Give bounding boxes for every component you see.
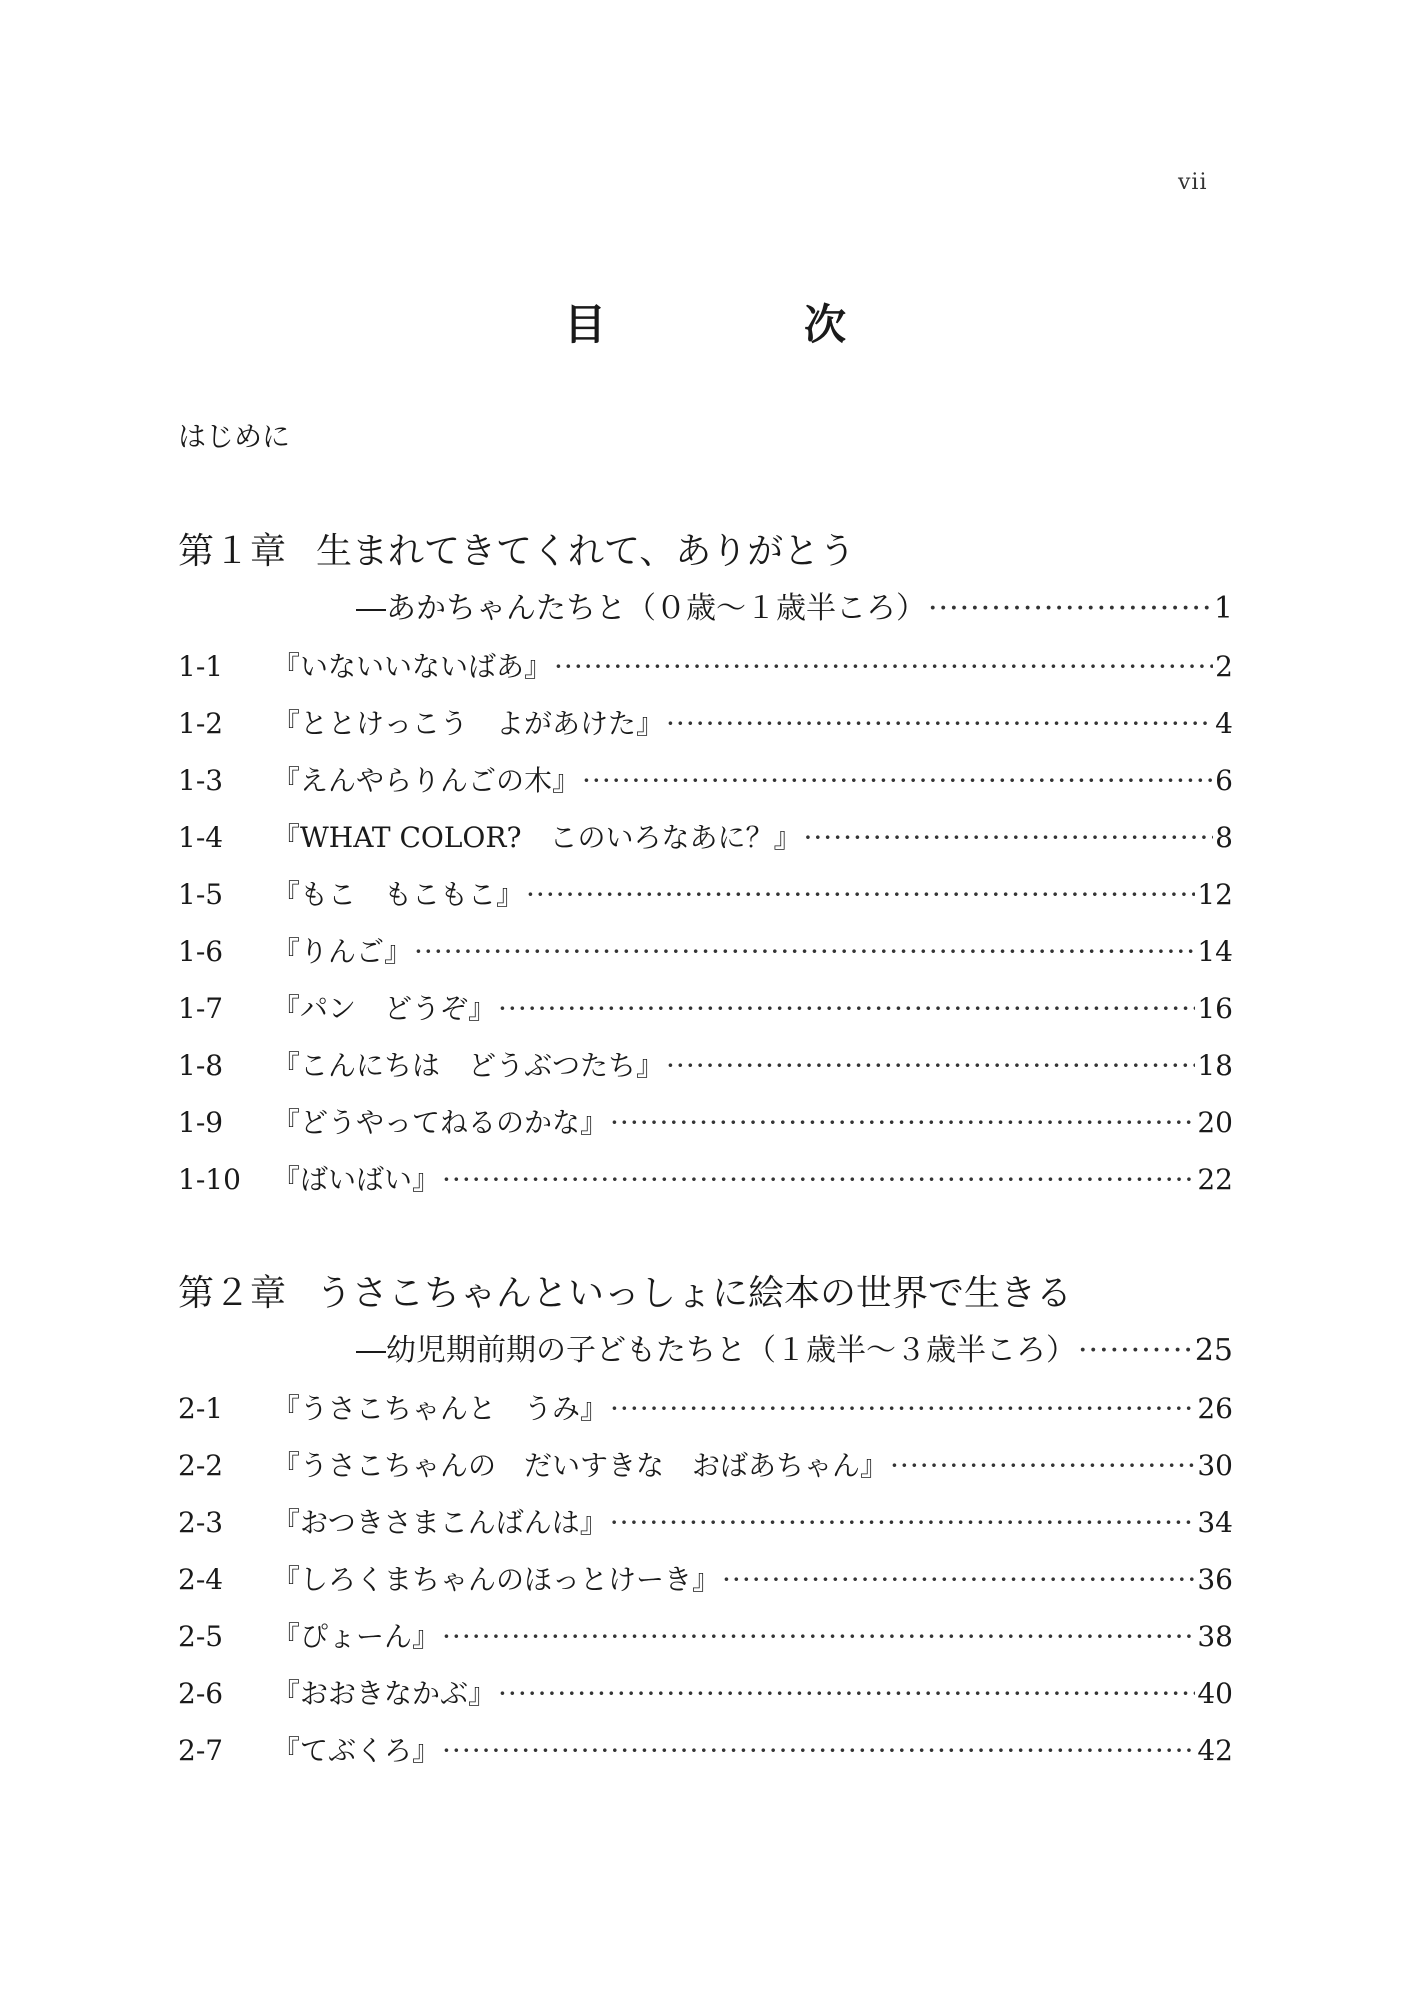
toc-entry[interactable] <box>178 1665 1233 1722</box>
entry-page: 42 <box>1197 1734 1233 1767</box>
chapter-1 <box>178 524 1233 1208</box>
entry-title: 『おおきなかぶ』 <box>272 1677 497 1710</box>
entry-title: 『うさこちゃんの だいすきな おばあちゃん』 <box>272 1449 889 1482</box>
chapter-2 <box>178 1266 1233 1779</box>
chapter-title: うさこちゃんといっしょに絵本の世界で生きる <box>316 1273 1073 1314</box>
entry-page: 22 <box>1197 1163 1233 1196</box>
page-title: 目 次 <box>563 300 924 349</box>
dot-leader <box>1078 1322 1193 1380</box>
entry-title: 『てぶくろ』 <box>272 1734 441 1767</box>
entry-page: 30 <box>1197 1449 1233 1482</box>
dot-leader <box>804 809 1214 866</box>
toc-entry[interactable] <box>178 1494 1233 1551</box>
entry-page: 14 <box>1197 935 1233 968</box>
chapter-label: 第１章 <box>178 531 287 572</box>
entry-number: 2-1 <box>178 1392 224 1425</box>
toc-entry[interactable] <box>178 1551 1233 1608</box>
chapter-subtitle: ―あかちゃんたちと（０歳～１歳半ころ） <box>356 591 926 626</box>
dot-leader <box>414 923 1195 980</box>
toc-entry[interactable] <box>178 866 1233 923</box>
entry-title: 『りんご』 <box>272 935 413 968</box>
entry-page: 40 <box>1197 1677 1233 1710</box>
dot-leader <box>526 866 1195 923</box>
entry-title: 『ととけっこう よがあけた』 <box>272 707 665 740</box>
entry-page: 2 <box>1215 650 1233 683</box>
entry-title: 『ばいばい』 <box>272 1163 441 1196</box>
entry-number: 1-5 <box>178 878 224 911</box>
entry-page: 36 <box>1197 1563 1233 1596</box>
dot-leader <box>442 1722 1195 1779</box>
toc-entry[interactable] <box>178 1380 1233 1437</box>
dot-leader <box>498 1665 1195 1722</box>
entry-number: 1-7 <box>178 992 224 1025</box>
entry-number: 1-2 <box>178 707 224 740</box>
entry-title: 『もこ もこもこ』 <box>272 878 525 911</box>
dot-leader <box>442 1151 1195 1208</box>
dot-leader <box>498 980 1195 1037</box>
dot-leader <box>582 752 1213 809</box>
dot-leader <box>554 638 1213 695</box>
entry-page: 34 <box>1197 1506 1233 1539</box>
toc-entry[interactable] <box>178 980 1233 1037</box>
entry-title: 『しろくまちゃんのほっとけーき』 <box>272 1563 721 1596</box>
toc-intro[interactable]: はじめに <box>178 420 291 453</box>
entry-title: 『パン どうぞ』 <box>272 992 497 1025</box>
entry-page: 6 <box>1215 764 1233 797</box>
entry-page: 38 <box>1197 1620 1233 1653</box>
entry-title: 『おつきさまこんばんは』 <box>272 1506 608 1539</box>
toc-entry[interactable] <box>178 923 1233 980</box>
entry-number: 1-3 <box>178 764 224 797</box>
chapter-label: 第２章 <box>178 1273 287 1314</box>
entry-number: 2-2 <box>178 1449 224 1482</box>
toc-entry[interactable] <box>178 1151 1233 1208</box>
entry-page: 16 <box>1197 992 1233 1025</box>
entry-title: 『ぴょーん』 <box>272 1620 441 1653</box>
dot-leader <box>928 580 1212 638</box>
dot-leader <box>610 1380 1195 1437</box>
entry-number: 1-6 <box>178 935 224 968</box>
chapter-heading[interactable] <box>178 1266 1233 1322</box>
entry-number: 2-7 <box>178 1734 224 1767</box>
entry-page: 20 <box>1197 1106 1233 1139</box>
entry-title: 『こんにちは どうぶつたち』 <box>272 1049 665 1082</box>
chapter-subtitle-line[interactable] <box>178 580 1233 638</box>
toc-entry[interactable] <box>178 809 1233 866</box>
chapter-page-number: 25 <box>1194 1333 1233 1368</box>
page-number: vii <box>1178 170 1208 195</box>
entry-page: 12 <box>1197 878 1233 911</box>
entry-page: 4 <box>1215 707 1233 740</box>
dot-leader <box>610 1494 1196 1551</box>
entry-title: 『えんやらりんごの木』 <box>272 764 581 797</box>
entry-number: 2-4 <box>178 1563 224 1596</box>
entry-title: 『どうやってねるのかな』 <box>272 1106 609 1139</box>
chapter-title: 生まれてきてくれて、ありがとう <box>316 531 856 572</box>
entry-number: 1-10 <box>178 1163 241 1196</box>
entry-page: 26 <box>1197 1392 1233 1425</box>
entry-page: 18 <box>1197 1049 1233 1082</box>
dot-leader <box>666 695 1213 752</box>
entry-page: 8 <box>1215 821 1233 854</box>
toc-entry[interactable] <box>178 752 1233 809</box>
dot-leader <box>666 1037 1195 1094</box>
chapter-page-number: 1 <box>1213 591 1233 626</box>
toc-entry[interactable] <box>178 1608 1233 1665</box>
dot-leader <box>610 1094 1195 1151</box>
chapter-subtitle-line[interactable] <box>178 1322 1233 1380</box>
toc-entry[interactable] <box>178 1037 1233 1094</box>
dot-leader <box>442 1608 1195 1665</box>
entry-title: 『WHAT COLOR? このいろなあに？』 <box>272 821 802 854</box>
entry-title: 『いないいないばあ』 <box>272 650 553 683</box>
toc-entry[interactable] <box>178 1722 1233 1779</box>
entry-title: 『うさこちゃんと うみ』 <box>272 1392 609 1425</box>
toc-entry[interactable] <box>178 1437 1233 1494</box>
entry-number: 1-9 <box>178 1106 224 1139</box>
dot-leader <box>890 1437 1195 1494</box>
chapter-subtitle: ―幼児期前期の子どもたちと（１歳半～３歳半ころ） <box>356 1333 1076 1368</box>
toc-entry[interactable] <box>178 1094 1233 1151</box>
entry-number: 1-1 <box>178 650 224 683</box>
entry-number: 1-8 <box>178 1049 224 1082</box>
toc-entry[interactable] <box>178 638 1233 695</box>
entry-number: 2-6 <box>178 1677 224 1710</box>
entry-number: 2-3 <box>178 1506 224 1539</box>
toc-entry[interactable] <box>178 695 1233 752</box>
chapter-heading[interactable] <box>178 524 1233 580</box>
dot-leader <box>722 1551 1195 1608</box>
entry-number: 1-4 <box>178 821 224 854</box>
entry-number: 2-5 <box>178 1620 224 1653</box>
